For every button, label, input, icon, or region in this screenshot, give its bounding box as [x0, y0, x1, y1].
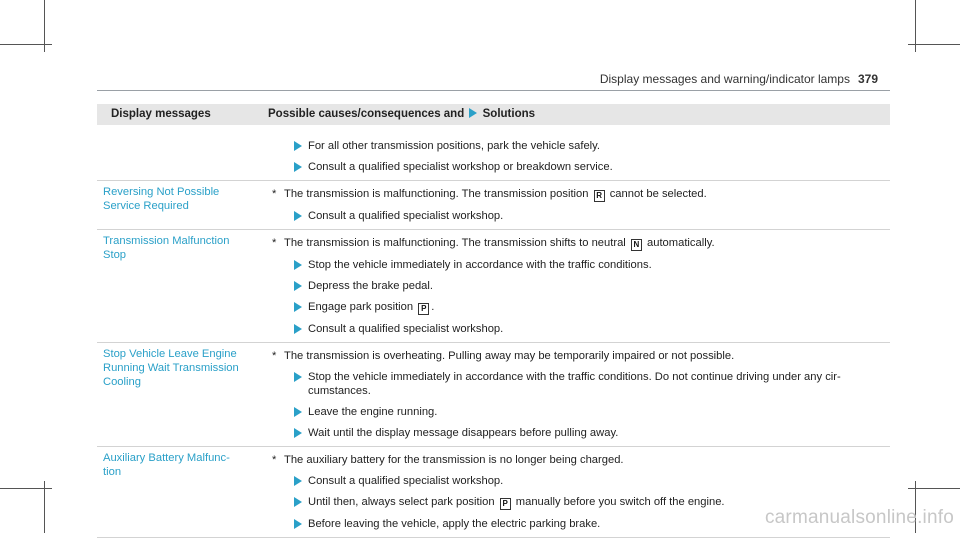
step-text: [308, 323, 503, 335]
page-number: 379: [857, 72, 878, 86]
solution-cell: [262, 343, 890, 447]
text-segment: For all other transmission positions, park the vehicle safely.: [308, 140, 601, 152]
step-arrow-icon: [294, 476, 302, 486]
crop-mark: [915, 0, 916, 52]
text-segment: Consult a qualified specialist workshop.: [308, 323, 504, 335]
text-segment: The transmission is overheating. Pulling away may be temporarily impaired or not possible.: [284, 350, 735, 362]
text-segment: Leave the engine running.: [308, 406, 438, 418]
step-text: [308, 280, 433, 292]
header-display-messages: Display messages: [97, 104, 262, 127]
cause-text: [272, 349, 884, 363]
display-message-cell: [97, 127, 262, 181]
step-arrow-icon: [294, 260, 302, 270]
step-text: [308, 427, 618, 439]
step-arrow-icon: [294, 428, 302, 438]
display-message-line: Service Required: [103, 200, 189, 212]
step-text: [308, 496, 725, 508]
text-segment: Stop the vehicle immediately in accordance with the traffic conditions. Do not continue driving under any cir- cumstances.: [308, 371, 841, 397]
display-message-line: tion: [103, 466, 122, 478]
cause-marker: *: [272, 188, 277, 200]
table-body: [97, 127, 890, 538]
header-causes-text: Possible causes/consequences and: [268, 108, 465, 120]
display-message-cell: [97, 181, 262, 230]
solution-step: [272, 160, 884, 174]
crop-mark: [44, 481, 45, 533]
solution-step: [272, 279, 884, 293]
step-arrow-icon: [294, 324, 302, 334]
table-row: [97, 343, 890, 447]
display-message-line: Transmission Malfunction: [103, 235, 230, 247]
step-arrow-icon: [294, 141, 302, 151]
solution-step: [272, 258, 884, 272]
text-segment: Consult a qualified specialist workshop or breakdown service.: [308, 161, 613, 173]
cause-marker: *: [272, 454, 277, 466]
solution-step: [272, 405, 884, 419]
display-message-line: Cooling: [103, 376, 141, 388]
solution-cell: [262, 127, 890, 181]
text-segment: manually before you switch off the engine.: [512, 496, 725, 508]
text-segment: The auxiliary battery for the transmission is no longer being charged.: [284, 454, 624, 466]
step-text: [308, 475, 503, 487]
header-causes-solutions: [262, 104, 890, 127]
text-segment: Until then, always select park position: [308, 496, 498, 508]
cause-text: [272, 453, 884, 467]
cause-marker: *: [272, 237, 277, 249]
gear-r-icon: R: [594, 190, 605, 202]
solution-cell: [262, 181, 890, 230]
display-message-cell: [97, 343, 262, 447]
header-solutions-text: Solutions: [482, 108, 536, 120]
display-message-cell: [97, 447, 262, 538]
step-text: [308, 301, 434, 313]
cause-marker: *: [272, 350, 277, 362]
step-arrow-icon: [294, 211, 302, 221]
display-message-line: Running Wait Transmission: [103, 362, 239, 374]
solution-cell: [262, 230, 890, 343]
display-message-line: Reversing Not Possible: [103, 186, 220, 198]
cause-text: [272, 236, 884, 251]
running-head: [600, 72, 878, 86]
running-head-title: Display messages and warning/indicator lamps: [599, 72, 850, 86]
watermark: carmanualsonline.info: [764, 507, 954, 528]
step-text: [308, 259, 652, 271]
text-segment: Engage park position: [308, 301, 417, 313]
step-text: [308, 371, 841, 397]
step-text: [308, 210, 503, 222]
text-segment: Stop the vehicle immediately in accordance with the traffic conditions.: [308, 259, 652, 271]
cause-text: [272, 187, 884, 202]
display-message-line: Stop Vehicle Leave Engine: [103, 348, 237, 360]
table-row: [97, 181, 890, 230]
display-message-line: Stop: [103, 249, 127, 261]
text-segment: .: [431, 301, 435, 313]
solution-step: [272, 322, 884, 336]
text-segment: Consult a qualified specialist workshop.: [308, 475, 504, 487]
text-segment: cannot be selected.: [606, 188, 707, 200]
step-text: [308, 406, 437, 418]
solution-arrow-icon: [469, 108, 477, 118]
step-arrow-icon: [294, 372, 302, 382]
text-segment: The transmission is malfunctioning. The transmission position: [284, 188, 592, 200]
text-segment: Before leaving the vehicle, apply the electric parking brake.: [308, 518, 601, 530]
solution-step: [272, 370, 884, 398]
display-message-line: Auxiliary Battery Malfunc-: [103, 452, 230, 464]
table-row: [97, 127, 890, 181]
step-arrow-icon: [294, 162, 302, 172]
solution-step: [272, 139, 884, 153]
step-arrow-icon: [294, 497, 302, 507]
table-row: [97, 230, 890, 343]
solution-step: [272, 426, 884, 440]
display-message-cell: [97, 230, 262, 343]
solution-step: [272, 474, 884, 488]
step-arrow-icon: [294, 302, 302, 312]
text-segment: Consult a qualified specialist workshop.: [308, 210, 504, 222]
text-segment: automatically.: [643, 237, 715, 249]
solution-step: [272, 209, 884, 223]
text-segment: Depress the brake pedal.: [308, 280, 434, 292]
step-arrow-icon: [294, 407, 302, 417]
gear-n-icon: N: [631, 239, 642, 251]
solution-step: [272, 300, 884, 315]
step-text: [308, 161, 613, 173]
text-segment: Wait until the display message disappears before pulling away.: [308, 427, 619, 439]
step-text: [308, 140, 600, 152]
display-messages-table: [97, 104, 890, 538]
gear-p-icon: P: [500, 498, 511, 510]
step-text: [308, 518, 600, 530]
step-arrow-icon: [294, 519, 302, 529]
table-header-row: [97, 104, 890, 127]
crop-mark: [44, 0, 45, 52]
text-segment: The transmission is malfunctioning. The transmission shifts to neutral: [284, 237, 629, 249]
step-arrow-icon: [294, 281, 302, 291]
header-divider: [97, 90, 890, 91]
gear-p-icon: P: [418, 303, 429, 315]
